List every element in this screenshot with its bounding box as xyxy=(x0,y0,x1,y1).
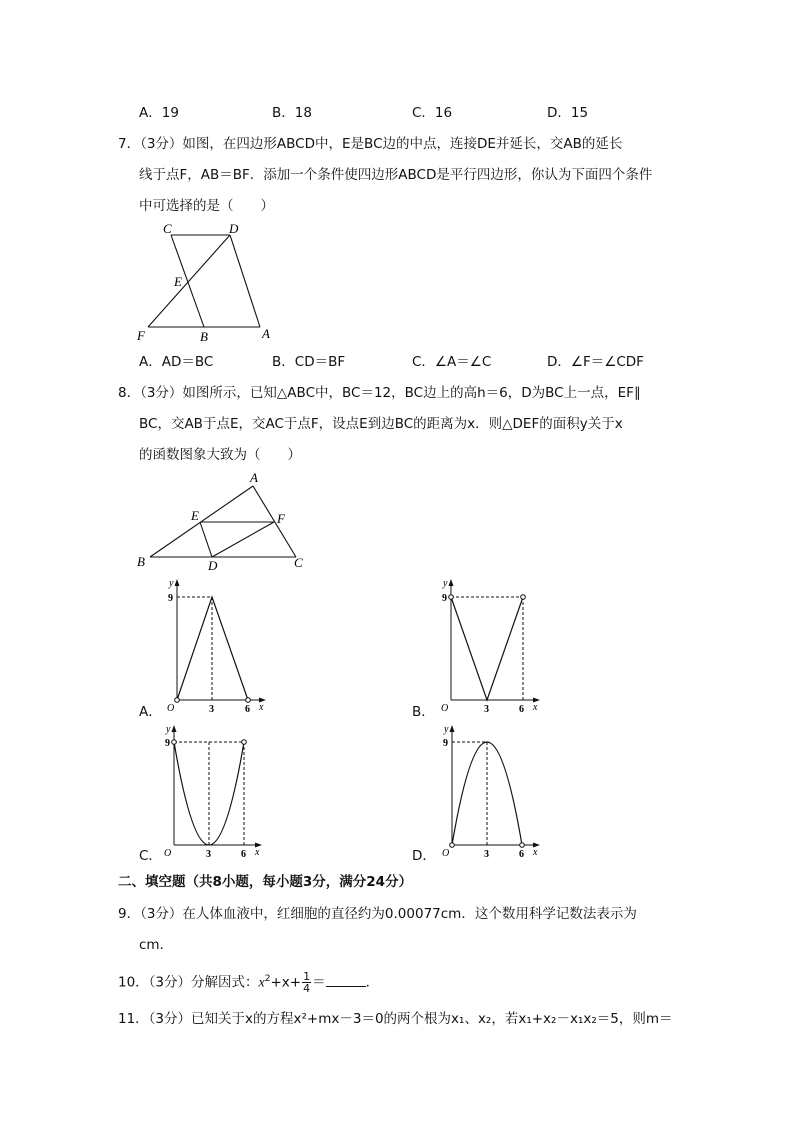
q7-label-c: C xyxy=(163,221,172,236)
q7-option-b: B．CD＝BF xyxy=(272,354,346,370)
graph-d-tick-6: 6 xyxy=(519,849,524,860)
q10-exponent: 2 xyxy=(264,974,271,984)
q10-answer-blank[interactable] xyxy=(326,974,366,987)
q8-option-d: D． xyxy=(412,848,436,864)
q7-stem-line1: 7．（3分）如图，在四边形ABCD中，E是BC边的中点，连接DE并延长，交AB的延长 xyxy=(118,136,623,152)
graph-b-origin: O xyxy=(441,703,449,714)
q7-stem-line3: 中可选择的是（ ） xyxy=(139,198,274,214)
q6-option-b: B．18 xyxy=(272,105,312,121)
q6-option-a: A．19 xyxy=(139,105,179,121)
q10-expr-b: +x+ xyxy=(270,974,302,991)
q10-fraction-num: 1 xyxy=(303,970,311,983)
graph-c-tick-9: 9 xyxy=(165,738,170,749)
q10-end: ． xyxy=(365,974,380,991)
q7-label-a: A xyxy=(262,326,270,341)
section-2-title: 二、填空题（共8小题，每小题3分，满分24分） xyxy=(118,874,413,890)
graph-c-tick-6: 6 xyxy=(241,849,246,860)
q7-label-d: D xyxy=(229,221,239,236)
graph-b-tick-3: 3 xyxy=(484,704,489,715)
q10-fraction-den: 4 xyxy=(303,982,311,995)
graph-c-tick-3: 3 xyxy=(206,849,211,860)
q8-stem-line1: 8．（3分）如图所示，已知△ABC中，BC＝12，BC边上的高h＝6，D为BC上一点，EF∥ xyxy=(118,385,641,401)
q9-stem-line2: cm． xyxy=(139,937,174,953)
graph-b-tick-9: 9 xyxy=(442,593,447,604)
q6-option-d: D．15 xyxy=(547,105,589,121)
q10-expr-a: x xyxy=(258,975,265,991)
graph-d-origin: O xyxy=(442,848,450,859)
q7-stem-line2: 线于点F，AB＝BF．添加一个条件使四边形ABCD是平行四边形，你认为下面四个条件 xyxy=(139,167,653,183)
graph-c-y-label: y xyxy=(166,724,171,735)
graph-a-tick-9: 9 xyxy=(168,593,173,604)
q8-label-c: C xyxy=(294,555,303,570)
graph-d-tick-3: 3 xyxy=(484,849,489,860)
q10-suffix: ＝ xyxy=(312,974,326,991)
graph-a-tick-6: 6 xyxy=(245,704,250,715)
graph-a-x-label: x xyxy=(259,702,264,713)
q8-label-f: F xyxy=(277,511,285,526)
graph-b-x-label: x xyxy=(533,702,538,713)
q8-option-a: A． xyxy=(139,704,162,720)
q10-stem xyxy=(118,970,379,994)
graph-b-y-label: y xyxy=(443,578,448,589)
q7-label-f: F xyxy=(137,328,145,343)
graph-d-tick-9: 9 xyxy=(443,738,448,749)
q7-option-c: C．∠A＝∠C xyxy=(412,354,492,370)
q10-fraction xyxy=(302,971,311,994)
graph-d-y-label: y xyxy=(444,724,449,735)
graph-c-x-label: x xyxy=(255,847,260,858)
q7-label-b: B xyxy=(200,329,208,344)
q7-option-d: D．∠F＝∠CDF xyxy=(547,354,644,370)
q8-label-e: E xyxy=(191,508,199,523)
graph-a-tick-3: 3 xyxy=(209,704,214,715)
graph-c-origin: O xyxy=(164,848,172,859)
q11-stem: 11．（3分）已知关于x的方程x²+mx－3＝0的两个根为x₁、x₂，若x₁+x₂－x₁x₂＝5，则m＝ xyxy=(118,1011,673,1027)
graph-b-tick-6: 6 xyxy=(519,704,524,715)
q8-label-a: A xyxy=(250,470,258,485)
graph-d-x-label: x xyxy=(533,847,538,858)
graph-a-origin: O xyxy=(167,703,175,714)
q8-option-c: C． xyxy=(139,848,162,864)
q7-label-e: E xyxy=(174,274,182,289)
q8-stem-line2: BC，交AB于点E，交AC于点F，设点E到边BC的距离为x．则△DEF的面积y关于x xyxy=(139,416,623,432)
q8-stem-line3: 的函数图象大致为（ ） xyxy=(139,447,301,463)
q10-prefix: 10．（3分）分解因式： xyxy=(118,974,259,991)
graph-a-y-label: y xyxy=(169,578,174,589)
q8-label-b: B xyxy=(137,554,145,569)
q9-stem-line1: 9．（3分）在人体血液中，红细胞的直径约为0.00077cm．这个数用科学记数法表示为 xyxy=(118,906,637,922)
q7-option-a: A．AD＝BC xyxy=(139,354,214,370)
q8-label-d: D xyxy=(208,558,218,573)
q8-option-b: B． xyxy=(412,704,435,720)
q6-option-c: C．16 xyxy=(412,105,453,121)
